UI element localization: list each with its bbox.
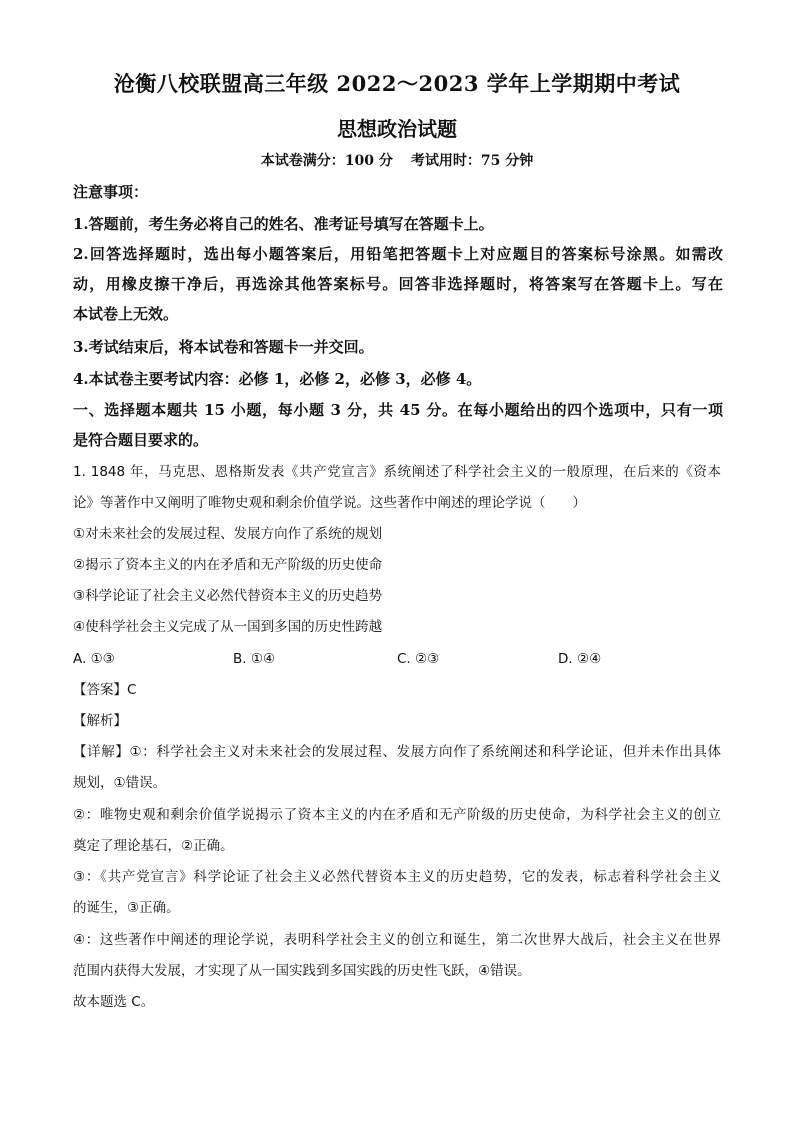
option-c: C. ②③ bbox=[397, 651, 440, 667]
question-stem-line-2: 论》等著作中又阐明了唯物史观和剩余价值学说。这些著作中阐述的理论学说（ ） bbox=[73, 495, 586, 511]
full-score: 本试卷满分：100 分 bbox=[260, 153, 393, 169]
answer-value: C bbox=[127, 682, 137, 698]
exam-subject: 思想政治试题 bbox=[337, 117, 457, 141]
detail-line-3: ②：唯物史观和剩余价值学说揭示了资本主义的内在矛盾和无产阶级的历史使命，为科学社会主义的创立 bbox=[73, 807, 721, 823]
detail-line-1: 【详解】①：科学社会主义对未来社会的发展过程、发展方向作了系统阐述和科学论证，但并未作出具体 bbox=[73, 744, 721, 760]
statement-4: ④使科学社会主义完成了从一国到多国的历史性跨越 bbox=[73, 619, 383, 635]
notice-item-2-line-3: 本试卷上无效。 bbox=[73, 305, 179, 323]
detail-line-2: 规划，①错误。 bbox=[73, 775, 167, 791]
section-heading-line-2: 是符合题目要求的。 bbox=[73, 431, 209, 449]
detail-line-8: 范围内获得大发展，才实现了从一国实践到多国实践的历史性飞跃，④错误。 bbox=[73, 963, 531, 979]
detail-line-4: 奠定了理论基石，②正确。 bbox=[73, 838, 234, 854]
statement-2: ②揭示了资本主义的内在矛盾和无产阶级的历史使命 bbox=[73, 557, 383, 573]
option-b: B. ①④ bbox=[233, 651, 276, 667]
exam-title: 沧衡八校联盟高三年级 2022～2023 学年上学期期中考试 bbox=[113, 71, 681, 96]
notice-item-2-line-2: 动，用橡皮擦干净后，再选涂其他答案标号。回答非选择题时，将答案写在答题卡上。写在 bbox=[73, 275, 723, 293]
answer-line bbox=[73, 681, 721, 699]
detail-line-6: 的诞生，③正确。 bbox=[73, 900, 180, 916]
statement-3: ③科学论证了社会主义必然代替资本主义的历史趋势 bbox=[73, 588, 383, 604]
section-heading-line-1: 一、选择题本题共 15 小题，每小题 3 分，共 45 分。在每小题给出的四个选项中，只有一项 bbox=[73, 401, 723, 419]
answer-label: 【答案】 bbox=[73, 682, 127, 698]
analysis-label: 【解析】 bbox=[73, 713, 127, 729]
statement-1: ①对未来社会的发展过程、发展方向作了系统的规划 bbox=[73, 526, 383, 542]
detail-line-7: ④：这些著作中阐述的理论学说，表明科学社会主义的创立和诞生，第二次世界大战后，社会主义在世界 bbox=[73, 932, 721, 948]
notice-item-2-line-1: 2.回答选择题时，选出每小题答案后，用铅笔把答题卡上对应题目的答案标号涂黑。如需改 bbox=[73, 245, 723, 263]
notice-item-3: 3.考试结束后，将本试卷和答题卡一并交回。 bbox=[73, 338, 374, 356]
notice-item-4: 4.本试卷主要考试内容：必修 1，必修 2，必修 3，必修 4。 bbox=[73, 370, 482, 388]
time-limit: 考试用时：75 分钟 bbox=[410, 153, 534, 169]
notice-item-1: 1.答题前，考生务必将自己的姓名、准考证号填写在答题卡上。 bbox=[73, 215, 494, 233]
exam-meta bbox=[0, 150, 794, 170]
conclusion-line: 故本题选 C。 bbox=[73, 994, 155, 1010]
option-a: A. ①③ bbox=[73, 651, 115, 667]
detail-line-5: ③：《共产党宣言》科学论证了社会主义必然代替资本主义的历史趋势，它的发表，标志着科学社会主义 bbox=[73, 869, 721, 885]
notice-heading: 注意事项： bbox=[73, 183, 149, 201]
option-d: D. ②④ bbox=[558, 651, 602, 667]
question-stem-line-1: 1. 1848 年，马克思、恩格斯发表《共产党宣言》系统阐述了科学社会主义的一般原理，在后来的《资本 bbox=[73, 464, 721, 480]
